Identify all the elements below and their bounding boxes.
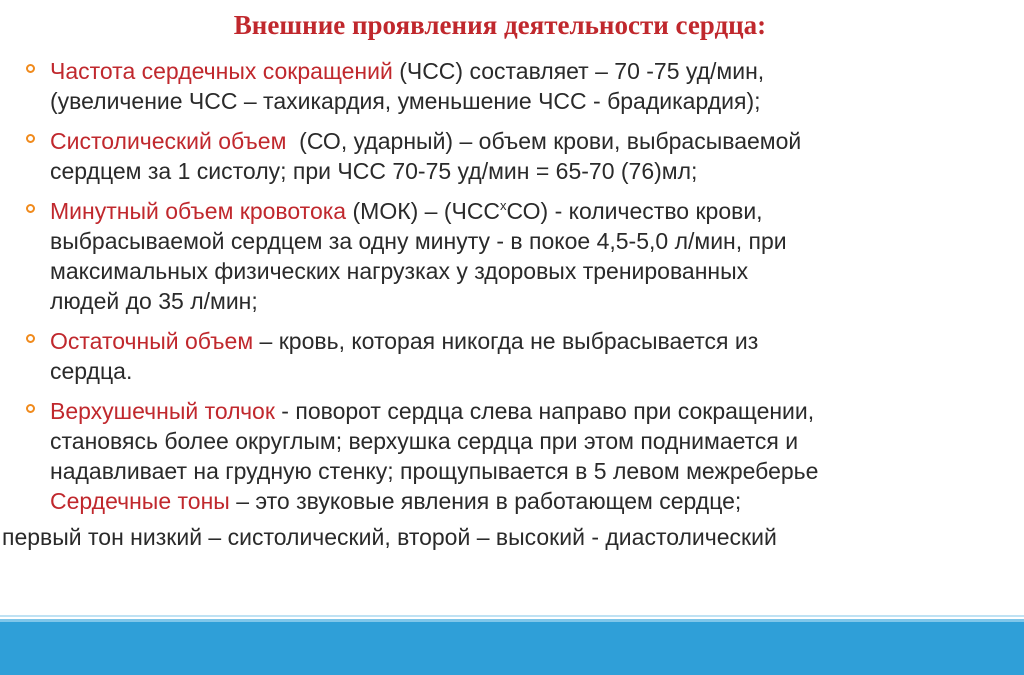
superscript-x: х bbox=[500, 198, 507, 213]
plain-line-tones: первый тон низкий – систолический, второй – высокий - диастолический bbox=[2, 524, 777, 550]
bullet-line bbox=[50, 56, 1014, 86]
bullet-apex-beat bbox=[24, 396, 1014, 516]
bullet-text: – кровь, которая никогда не выбрасывается из bbox=[253, 328, 759, 354]
bullet-line bbox=[50, 326, 1014, 356]
slide-title: Внешние проявления деятельности сердца: bbox=[233, 10, 767, 40]
bullet-line: выбрасываемой сердцем за одну минуту - в покое 4,5-5,0 л/мин, при bbox=[50, 228, 787, 254]
bullet-circle-icon bbox=[26, 134, 35, 143]
bullet-circle-icon bbox=[26, 334, 35, 343]
bullet-text: СО) - количество крови, bbox=[506, 198, 763, 224]
bullet-line: (увеличение ЧСС – тахикардия, уменьшение ЧСС - брадикардия); bbox=[50, 88, 761, 114]
bullet-line: людей до 35 л/мин; bbox=[50, 288, 258, 314]
slide-content bbox=[2, 56, 1014, 552]
bullet-line bbox=[50, 396, 1014, 426]
term-highlight: Остаточный объем bbox=[50, 328, 254, 354]
bullet-line: сердцем за 1 систолу; при ЧСС 70-75 уд/мин = 65-70 (76)мл; bbox=[50, 158, 698, 184]
bullet-heart-rate bbox=[24, 56, 1014, 116]
bullet-line: надавливает на грудную стенку; прощупывается в 5 левом межреберье bbox=[50, 458, 819, 484]
bullet-text: (СО, ударный) – объем крови, выбрасываемой bbox=[286, 128, 802, 154]
bullet-circle-icon bbox=[26, 64, 35, 73]
bullet-text: (ЧСС) составляет – 70 -75 уд/мин, bbox=[392, 58, 765, 84]
footer-stripe bbox=[0, 615, 1024, 617]
bullet-circle-icon bbox=[26, 404, 35, 413]
bullet-line bbox=[50, 196, 1014, 226]
bullet-text: (МОК) – (ЧСС bbox=[346, 198, 501, 224]
heart-tones-line bbox=[50, 486, 1014, 516]
bullet-text: - поворот сердца слева направо при сокращении, bbox=[274, 398, 815, 424]
bullet-line: сердца. bbox=[50, 358, 133, 384]
term-highlight: Сердечные тоны bbox=[50, 488, 230, 514]
bullet-line bbox=[50, 126, 1014, 156]
bullet-stroke-volume bbox=[24, 126, 1014, 186]
term-highlight: Минутный объем кровотока bbox=[50, 198, 347, 224]
bullet-line: становясь более округлым; верхушка сердца при этом поднимается и bbox=[50, 428, 799, 454]
bullet-residual-volume bbox=[24, 326, 1014, 386]
term-highlight: Частота сердечных сокращений bbox=[50, 58, 393, 84]
bullet-text: – это звуковые явления в работающем сердце; bbox=[229, 488, 742, 514]
term-highlight: Верхушечный толчок bbox=[50, 398, 275, 424]
footer-bar bbox=[0, 622, 1024, 675]
term-highlight: Систолический объем bbox=[50, 128, 287, 154]
bullet-circle-icon bbox=[26, 204, 35, 213]
bullet-minute-volume bbox=[24, 196, 1014, 316]
bullet-line: максимальных физических нагрузках у здоровых тренированных bbox=[50, 258, 749, 284]
